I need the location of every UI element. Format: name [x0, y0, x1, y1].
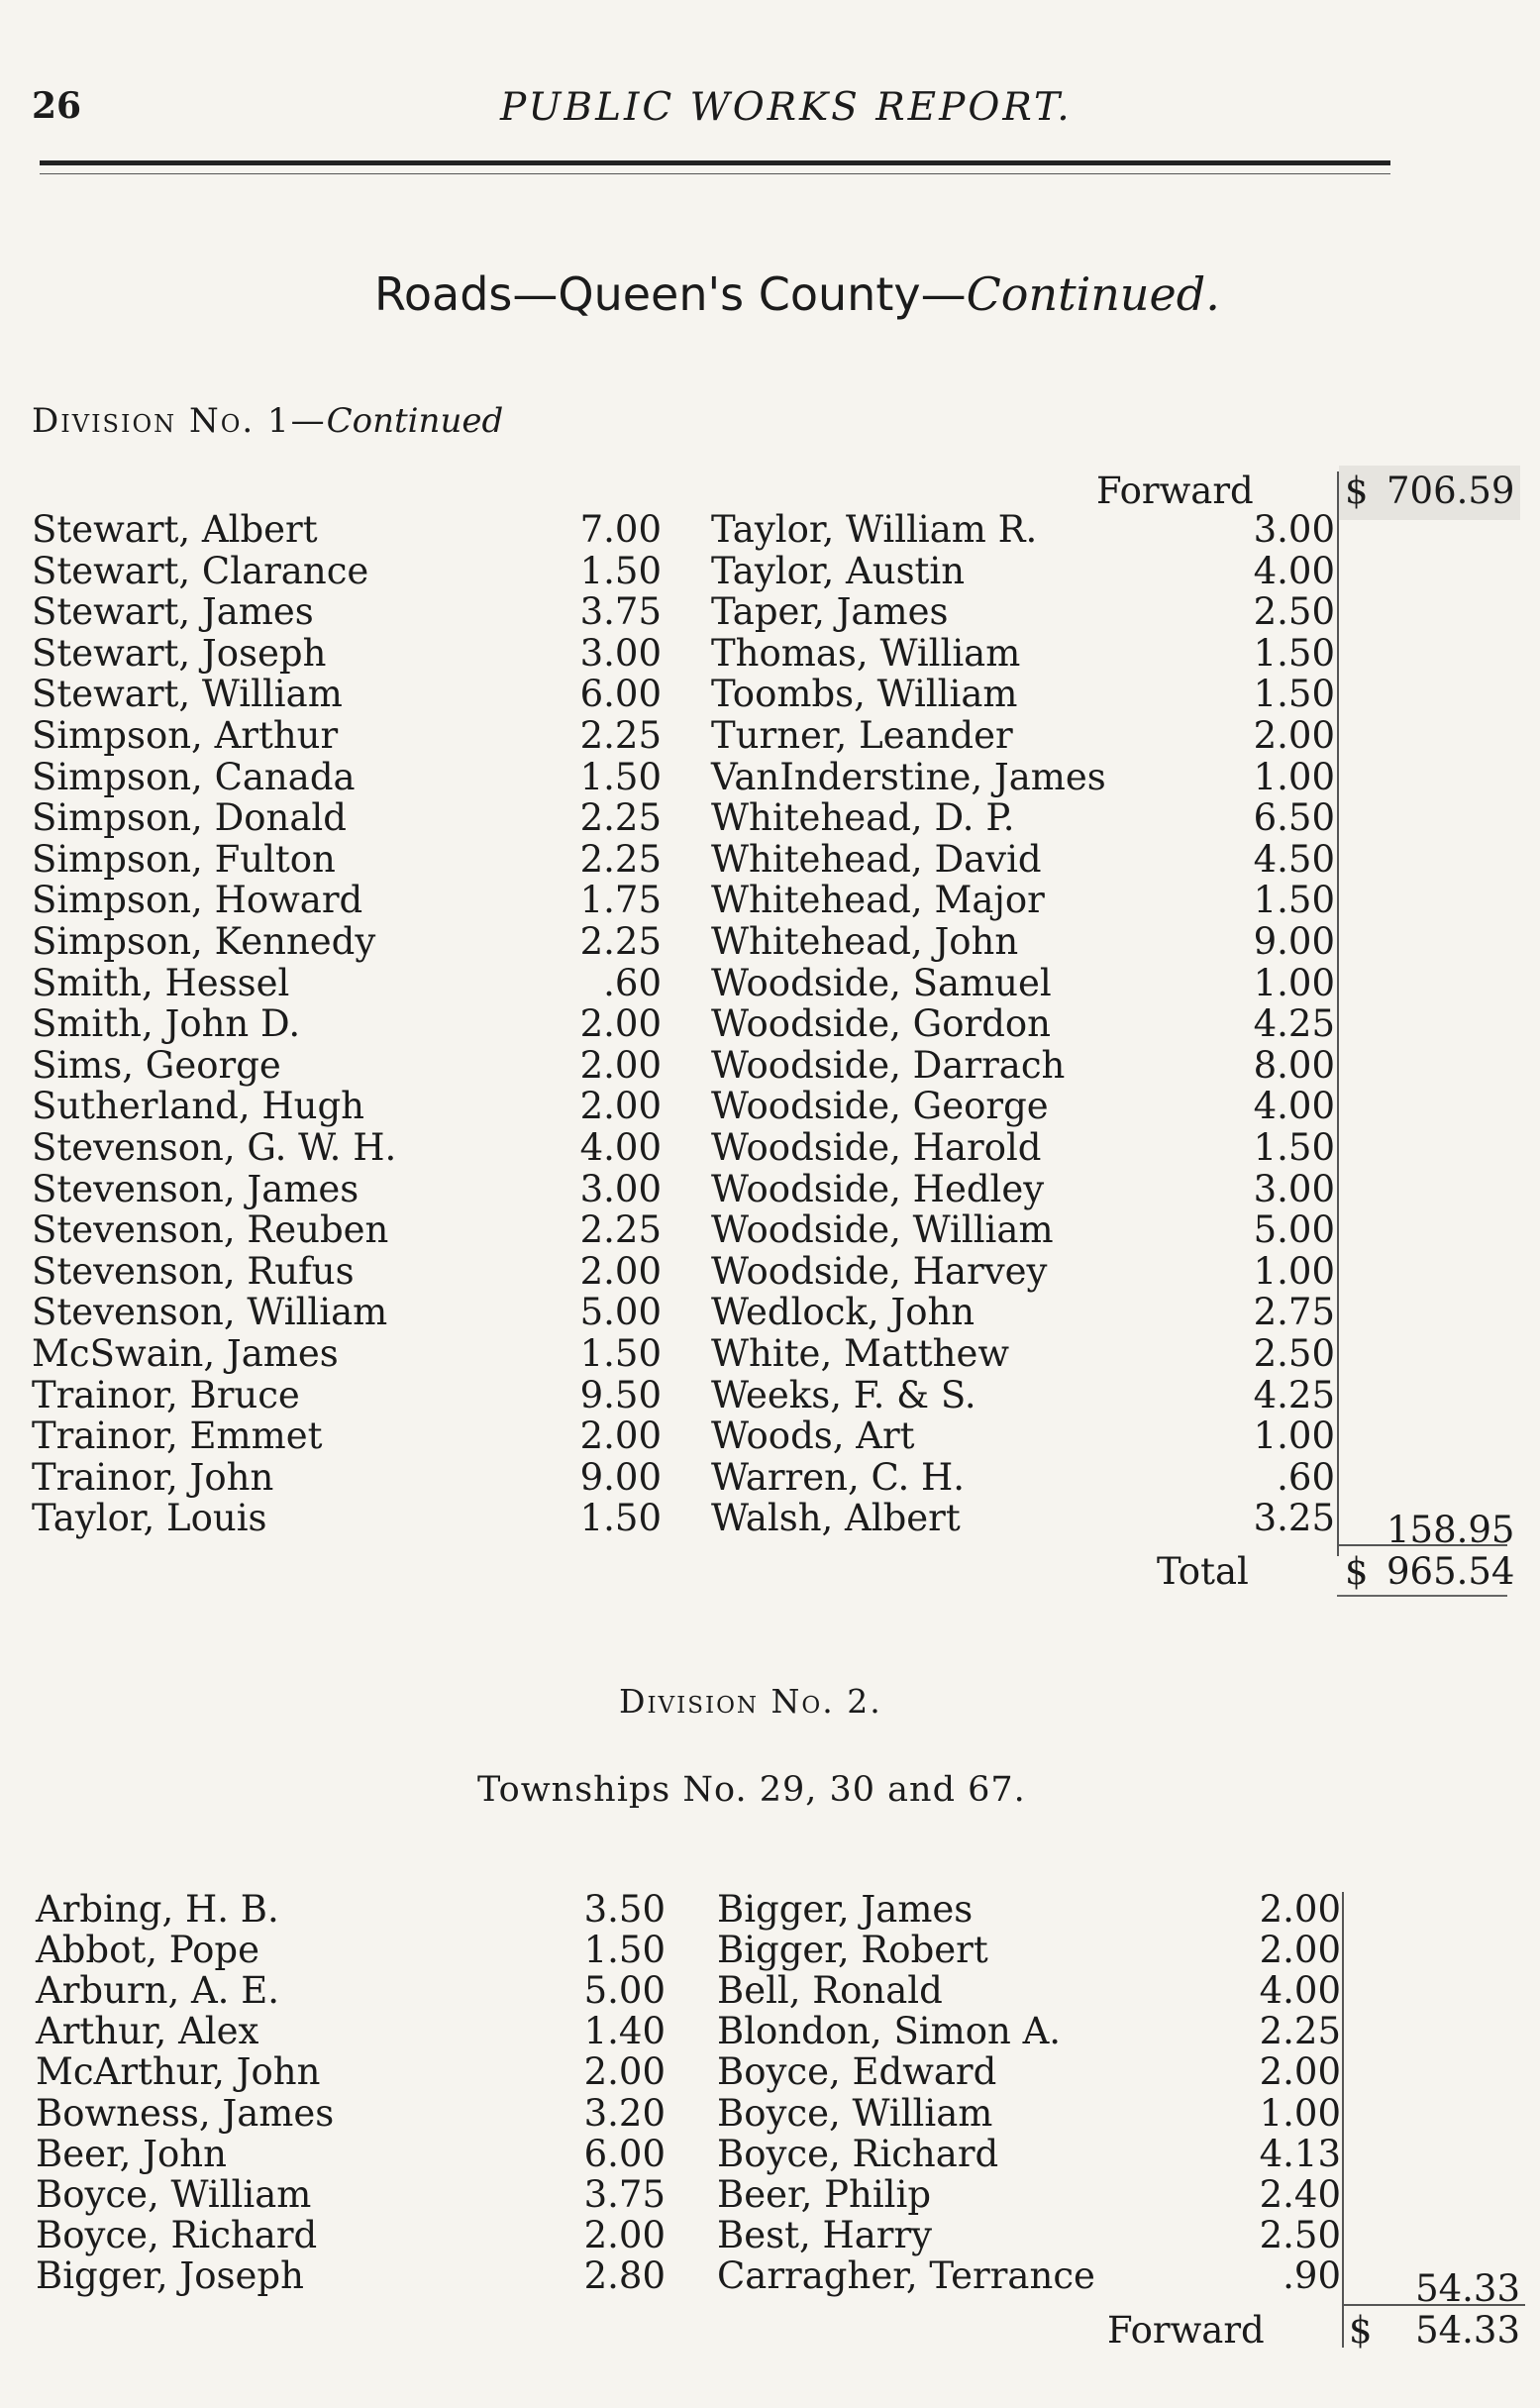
- division-1-forward-label: Forward: [1096, 470, 1254, 512]
- ledger-amount: 2.75: [1253, 1291, 1335, 1334]
- ledger-row: [32, 755, 662, 798]
- ledger-name: Stewart, Joseph: [32, 631, 327, 675]
- ledger-name: Trainor, Bruce: [32, 1373, 300, 1416]
- ledger-amount: 2.25: [1259, 2010, 1341, 2053]
- ledger-row: [711, 1416, 1335, 1456]
- ledger-amount: 1.50: [579, 755, 662, 798]
- ledger-name: Abbot, Pope: [36, 1929, 260, 1972]
- ledger-name: Woodside, Hedley: [711, 1167, 1045, 1210]
- ledger-row: [32, 510, 662, 550]
- ledger-name: Boyce, William: [36, 2172, 312, 2216]
- ledger-amount: 3.20: [583, 2091, 666, 2135]
- ledger-row: [32, 675, 662, 714]
- ledger-amount: 2.00: [583, 2213, 666, 2256]
- ledger-amount: 6.00: [583, 2132, 666, 2175]
- ledger-name: Whitehead, D. P.: [711, 796, 1015, 840]
- ledger-amount: 1.00: [1253, 755, 1335, 798]
- townships-subheading: Townships No. 29, 30 and 67.: [477, 1770, 1026, 1810]
- division-1-heading: [32, 401, 503, 441]
- ledger-row: [32, 592, 662, 632]
- ledger-amount: .90: [1283, 2253, 1341, 2297]
- ledger-name: Warren, C. H.: [711, 1455, 966, 1499]
- ledger-amount: 4.25: [1253, 1373, 1335, 1416]
- ledger-name: Boyce, Edward: [717, 2050, 997, 2094]
- ledger-amount: 4.50: [1253, 837, 1335, 881]
- ledger-row: [711, 1043, 1335, 1087]
- ledger-row: [36, 2172, 666, 2216]
- ledger-name: Whitehead, Major: [711, 879, 1045, 922]
- ledger-row: [711, 592, 1335, 632]
- division-1-column-rule: [1337, 471, 1339, 1556]
- ledger-amount: 2.00: [583, 2050, 666, 2094]
- division-1-subtotal: 158.95: [1386, 1509, 1515, 1551]
- page-title: [374, 267, 1220, 321]
- ledger-row: [36, 1971, 666, 2011]
- ledger-name: Smith, Hessel: [32, 961, 290, 1004]
- division-2-subtotal: 54.33: [1415, 2267, 1520, 2310]
- ledger-name: Woods, Art: [711, 1414, 915, 1458]
- ledger-name: Trainor, Emmet: [32, 1414, 323, 1458]
- ledger-amount: 5.00: [583, 1969, 666, 2013]
- ledger-amount: 1.50: [1253, 1126, 1335, 1169]
- ledger-name: McSwain, James: [32, 1332, 339, 1375]
- ledger-amount: 4.13: [1259, 2132, 1341, 2175]
- ledger-amount: .60: [603, 961, 662, 1004]
- ledger-amount: 5.00: [579, 1291, 662, 1334]
- ledger-row: [711, 1293, 1335, 1332]
- ledger-row: [717, 1971, 1341, 2011]
- ledger-name: Stewart, William: [32, 673, 343, 716]
- ledger-name: Turner, Leander: [711, 714, 1013, 757]
- ledger-name: VanInderstine, James: [711, 755, 1106, 798]
- ledger-amount: 8.00: [1253, 1043, 1335, 1087]
- ledger-row: [711, 1128, 1335, 1168]
- ledger-name: Stevenson, G. W. H.: [32, 1126, 397, 1169]
- ledger-row: [711, 1334, 1335, 1374]
- ledger-row: [711, 1004, 1335, 1044]
- ledger-amount: 9.00: [579, 1455, 662, 1499]
- ledger-row: [711, 1373, 1335, 1416]
- ledger-name: Weeks, F. & S.: [711, 1373, 976, 1416]
- ledger-amount: 2.00: [1259, 1929, 1341, 1972]
- ledger-name: Taylor, Austin: [711, 549, 966, 592]
- ledger-amount: 2.00: [1259, 1888, 1341, 1931]
- ledger-row: [711, 798, 1335, 838]
- ledger-amount: 1.50: [583, 1929, 666, 1972]
- ledger-row: [32, 1416, 662, 1456]
- ledger-row: [36, 2012, 666, 2051]
- ledger-amount: 2.40: [1259, 2172, 1341, 2216]
- ledger-amount: 4.00: [1253, 549, 1335, 592]
- title-main: Roads—Queen's County—: [374, 267, 967, 321]
- ledger-row: [32, 837, 662, 881]
- ledger-name: Simpson, Kennedy: [32, 920, 376, 963]
- ledger-row: [32, 1249, 662, 1293]
- header-rule-thin: [40, 173, 1390, 174]
- ledger-amount: 2.00: [579, 1043, 662, 1087]
- division-1-total-label: Total: [1157, 1550, 1249, 1593]
- ledger-name: Wedlock, John: [711, 1291, 975, 1334]
- division-2-heading: Division No. 2.: [619, 1682, 882, 1721]
- ledger-row: [32, 1455, 662, 1499]
- ledger-amount: 5.00: [1253, 1208, 1335, 1252]
- ledger-name: Bigger, Joseph: [36, 2253, 304, 2297]
- ledger-amount: 3.75: [579, 590, 662, 634]
- ledger-name: Simpson, Fulton: [32, 837, 336, 881]
- division-1-continued: Continued: [326, 401, 504, 441]
- ledger-row: [711, 1210, 1335, 1250]
- ledger-row: [717, 2172, 1341, 2216]
- ledger-name: Toombs, William: [711, 673, 1018, 716]
- ledger-name: Whitehead, John: [711, 920, 1019, 963]
- ledger-amount: 2.50: [1259, 2213, 1341, 2256]
- ledger-row: [32, 1004, 662, 1044]
- ledger-name: Taper, James: [711, 590, 949, 634]
- ledger-row: [711, 1499, 1335, 1538]
- ledger-amount: 3.00: [579, 631, 662, 675]
- ledger-amount: 1.50: [579, 549, 662, 592]
- ledger-amount: 1.50: [1253, 879, 1335, 922]
- page-number: 26: [32, 85, 82, 127]
- ledger-name: Whitehead, David: [711, 837, 1042, 881]
- title-continued: Continued.: [966, 267, 1220, 321]
- total-underline: [1337, 1595, 1507, 1597]
- ledger-row: [36, 2213, 666, 2256]
- ledger-name: Bigger, James: [717, 1888, 974, 1931]
- ledger-name: McArthur, John: [36, 2050, 321, 2094]
- ledger-name: Stewart, Clarance: [32, 549, 369, 592]
- ledger-row: [32, 1293, 662, 1332]
- ledger-amount: 2.25: [579, 837, 662, 881]
- ledger-amount: 9.00: [1253, 920, 1335, 963]
- running-title: PUBLIC WORKS REPORT.: [500, 85, 1073, 130]
- ledger-amount: 2.80: [583, 2253, 666, 2297]
- ledger-name: White, Matthew: [711, 1332, 1010, 1375]
- ledger-amount: 2.25: [579, 796, 662, 840]
- ledger-amount: 4.25: [1253, 1002, 1335, 1046]
- ledger-name: Simpson, Howard: [32, 879, 363, 922]
- ledger-amount: 1.00: [1253, 961, 1335, 1004]
- division-1-forward-amount: 706.59: [1386, 470, 1515, 512]
- ledger-row: [711, 837, 1335, 881]
- ledger-amount: 1.50: [579, 1497, 662, 1540]
- ledger-row: [717, 2052, 1341, 2092]
- division-1-total-dollar: $: [1345, 1550, 1369, 1593]
- ledger-row: [711, 961, 1335, 1004]
- division-2-forward-dollar: $: [1349, 2309, 1373, 2352]
- ledger-name: Boyce, William: [717, 2091, 993, 2135]
- ledger-amount: 3.50: [583, 1888, 666, 1931]
- ledger-row: [32, 716, 662, 756]
- ledger-row: [32, 1373, 662, 1416]
- ledger-row: [36, 1890, 666, 1930]
- ledger-row: [711, 1087, 1335, 1126]
- ledger-amount: 7.00: [579, 508, 662, 551]
- ledger-amount: 2.00: [579, 1085, 662, 1128]
- ledger-row: [36, 1931, 666, 1970]
- ledger-name: Smith, John D.: [32, 1002, 301, 1046]
- ledger-amount: 3.75: [583, 2172, 666, 2216]
- ledger-name: Taylor, Louis: [32, 1497, 267, 1540]
- ledger-row: [32, 1334, 662, 1374]
- ledger-amount: 1.50: [1253, 673, 1335, 716]
- ledger-row: [717, 1890, 1341, 1930]
- ledger-row: [711, 716, 1335, 756]
- ledger-name: Arbing, H. B.: [36, 1888, 279, 1931]
- ledger-row: [711, 1167, 1335, 1210]
- ledger-row: [711, 631, 1335, 675]
- ledger-amount: 6.50: [1253, 796, 1335, 840]
- ledger-amount: 1.00: [1253, 1414, 1335, 1458]
- ledger-name: Stevenson, James: [32, 1167, 359, 1210]
- ledger-name: Thomas, William: [711, 631, 1021, 675]
- ledger-row: [32, 1210, 662, 1250]
- ledger-amount: 2.50: [1253, 590, 1335, 634]
- ledger-row: [711, 1455, 1335, 1499]
- ledger-amount: 2.25: [579, 920, 662, 963]
- ledger-name: Sutherland, Hugh: [32, 1085, 364, 1128]
- ledger-row: [717, 2213, 1341, 2256]
- ledger-name: Taylor, William R.: [711, 508, 1038, 551]
- ledger-name: Simpson, Donald: [32, 796, 347, 840]
- ledger-name: Stevenson, Rufus: [32, 1249, 355, 1293]
- ledger-name: Woodside, Samuel: [711, 961, 1052, 1004]
- ledger-amount: 2.00: [1253, 714, 1335, 757]
- ledger-row: [32, 798, 662, 838]
- ledger-name: Simpson, Canada: [32, 755, 356, 798]
- ledger-row: [32, 1043, 662, 1087]
- ledger-name: Woodside, William: [711, 1208, 1054, 1252]
- ledger-amount: 2.00: [1259, 2050, 1341, 2094]
- ledger-amount: 3.00: [1253, 1167, 1335, 1210]
- ledger-amount: 1.00: [1259, 2091, 1341, 2135]
- division-2-forward-amount: 54.33: [1415, 2309, 1520, 2352]
- ledger-row: [32, 1128, 662, 1168]
- ledger-row: [36, 2132, 666, 2175]
- ledger-name: Stevenson, Reuben: [32, 1208, 389, 1252]
- ledger-row: [711, 549, 1335, 592]
- ledger-amount: 3.00: [579, 1167, 662, 1210]
- ledger-row: [36, 2091, 666, 2135]
- ledger-amount: 1.00: [1253, 1249, 1335, 1293]
- ledger-amount: 1.50: [1253, 631, 1335, 675]
- ledger-name: Woodside, Gordon: [711, 1002, 1051, 1046]
- ledger-amount: 4.00: [579, 1126, 662, 1169]
- ledger-name: Walsh, Albert: [711, 1497, 961, 1540]
- division-2-column-rule: [1342, 1892, 1344, 2348]
- ledger-row: [32, 631, 662, 675]
- ledger-amount: 2.00: [579, 1414, 662, 1458]
- division-1-total-amount: 965.54: [1386, 1550, 1515, 1593]
- ledger-row: [717, 2012, 1341, 2051]
- ledger-name: Woodside, Darrach: [711, 1043, 1066, 1087]
- ledger-row: [32, 1087, 662, 1126]
- ledger-row: [711, 922, 1335, 962]
- ledger-name: Beer, Philip: [717, 2172, 932, 2216]
- ledger-row: [32, 881, 662, 920]
- ledger-row: [711, 1249, 1335, 1293]
- ledger-row: [32, 1167, 662, 1210]
- ledger-name: Woodside, Harvey: [711, 1249, 1048, 1293]
- ledger-row: [711, 510, 1335, 550]
- ledger-row: [717, 2091, 1341, 2135]
- ledger-row: [32, 1499, 662, 1538]
- ledger-row: [32, 961, 662, 1004]
- ledger-name: Trainor, John: [32, 1455, 274, 1499]
- ledger-row: [32, 549, 662, 592]
- ledger-name: Stewart, Albert: [32, 508, 318, 551]
- ledger-name: Bowness, James: [36, 2091, 335, 2135]
- ledger-amount: 4.00: [1253, 1085, 1335, 1128]
- ledger-name: Stewart, James: [32, 590, 314, 634]
- ledger-amount: 2.00: [579, 1249, 662, 1293]
- ledger-row: [36, 2052, 666, 2092]
- ledger-amount: 2.25: [579, 714, 662, 757]
- ledger-row: [711, 881, 1335, 920]
- ledger-amount: .60: [1277, 1455, 1335, 1499]
- ledger-name: Boyce, Richard: [36, 2213, 318, 2256]
- division-1-label: Division No. 1—: [32, 401, 327, 441]
- ledger-name: Bigger, Robert: [717, 1929, 988, 1972]
- ledger-row: [717, 2253, 1341, 2297]
- ledger-name: Stevenson, William: [32, 1291, 388, 1334]
- ledger-row: [36, 2253, 666, 2297]
- ledger-amount: 4.00: [1259, 1969, 1341, 2013]
- ledger-amount: 9.50: [579, 1373, 662, 1416]
- ledger-name: Simpson, Arthur: [32, 714, 339, 757]
- ledger-name: Best, Harry: [717, 2213, 933, 2256]
- ledger-row: [32, 922, 662, 962]
- ledger-amount: 2.25: [579, 1208, 662, 1252]
- ledger-amount: 3.25: [1253, 1497, 1335, 1540]
- ledger-name: Arburn, A. E.: [36, 1969, 279, 2013]
- ledger-row: [717, 1931, 1341, 1970]
- division-1-forward-dollar: $: [1345, 470, 1369, 512]
- ledger-amount: 1.50: [579, 1332, 662, 1375]
- ledger-name: Blondon, Simon A.: [717, 2010, 1062, 2053]
- ledger-row: [717, 2132, 1341, 2175]
- ledger-name: Boyce, Richard: [717, 2132, 999, 2175]
- division-2-forward-label: Forward: [1107, 2309, 1265, 2352]
- ledger-row: [711, 675, 1335, 714]
- ledger-name: Carragher, Terrance: [717, 2253, 1095, 2297]
- ledger-row: [711, 755, 1335, 798]
- ledger-name: Arthur, Alex: [36, 2010, 259, 2053]
- ledger-amount: 6.00: [579, 673, 662, 716]
- ledger-amount: 3.00: [1253, 508, 1335, 551]
- ledger-name: Woodside, Harold: [711, 1126, 1042, 1169]
- ledger-amount: 1.75: [579, 879, 662, 922]
- ledger-name: Beer, John: [36, 2132, 227, 2175]
- header-rule-thick: [40, 160, 1390, 165]
- ledger-name: Bell, Ronald: [717, 1969, 943, 2013]
- ledger-name: Sims, George: [32, 1043, 281, 1087]
- ledger-name: Woodside, George: [711, 1085, 1049, 1128]
- ledger-amount: 2.50: [1253, 1332, 1335, 1375]
- ledger-amount: 2.00: [579, 1002, 662, 1046]
- ledger-amount: 1.40: [583, 2010, 666, 2053]
